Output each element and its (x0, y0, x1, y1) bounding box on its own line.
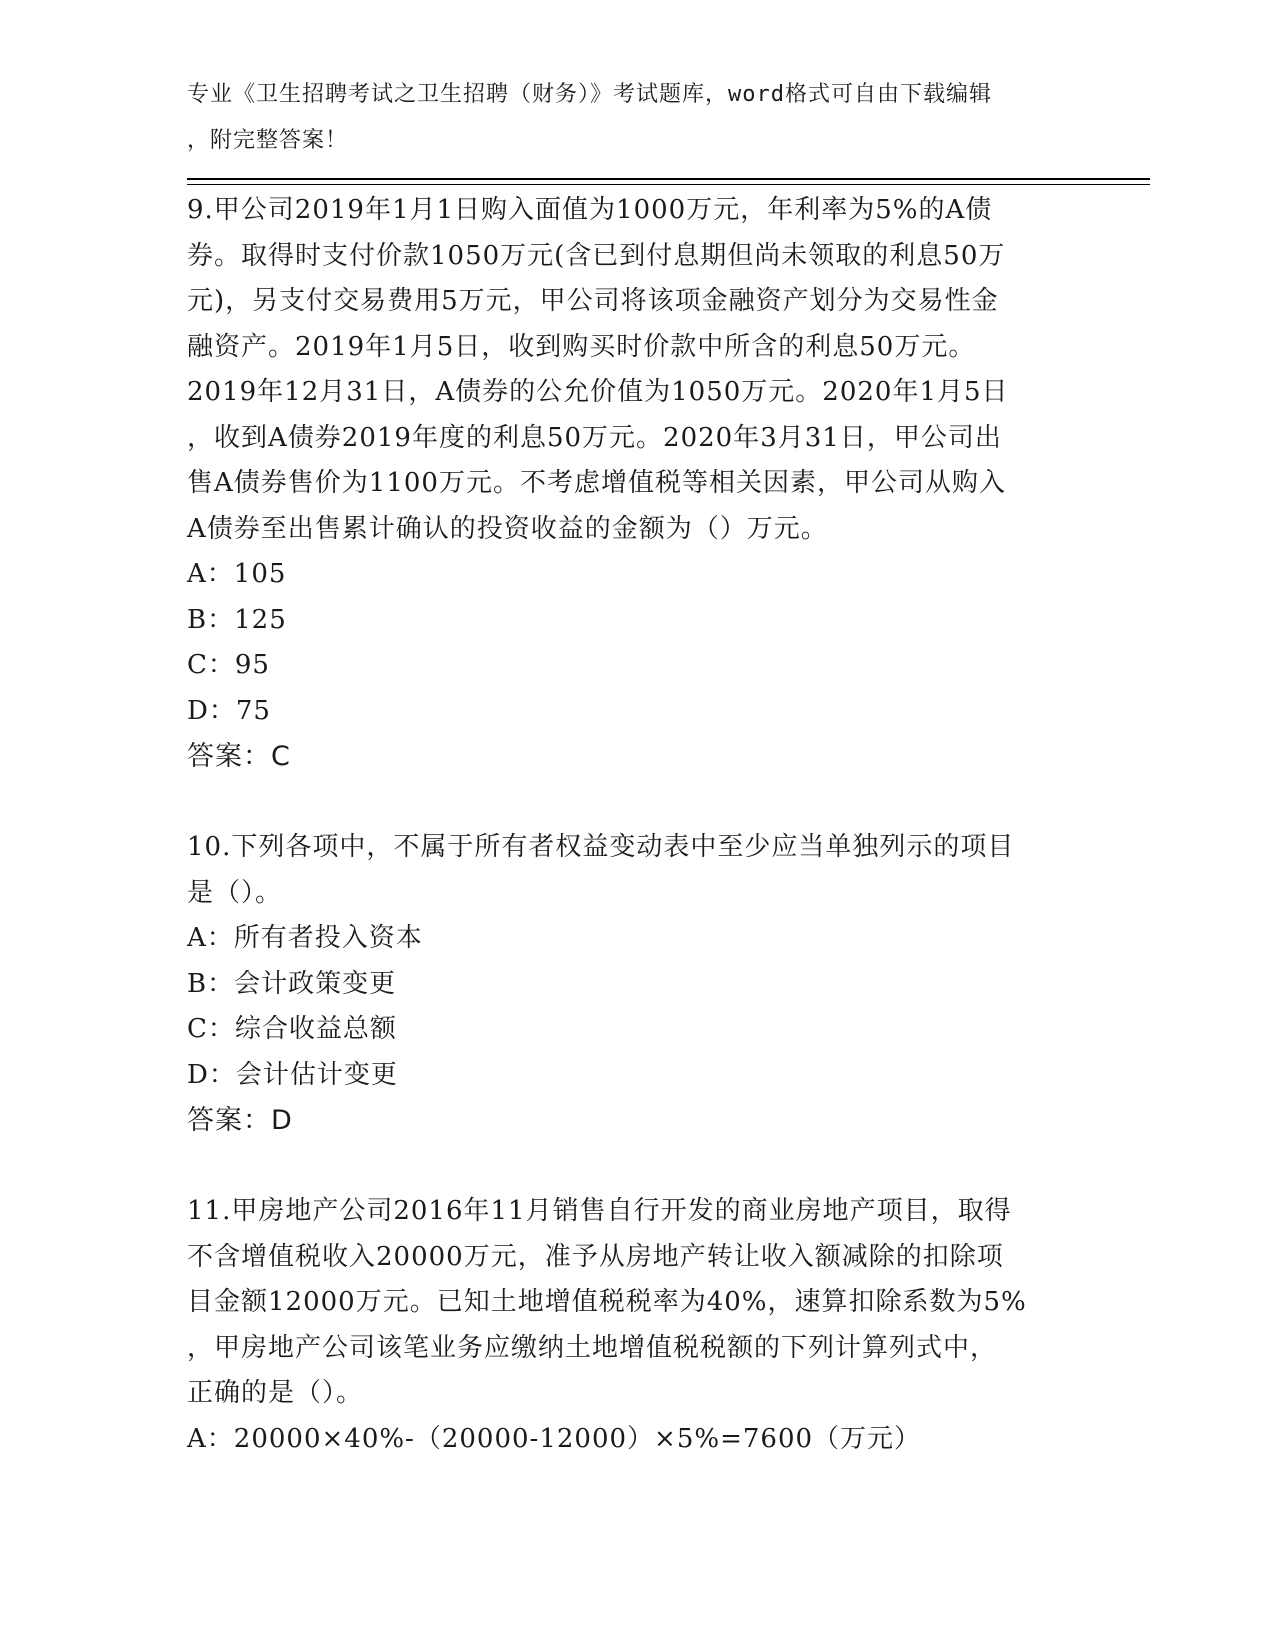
option-a: A：20000×40%-（20000-12000）×5%=7600（万元） (187, 1423, 922, 1454)
question-stem-line: A债券至出售累计确认的投资收益的金额为（）万元。 (187, 513, 828, 544)
question-stem-line: 融资产。2019年1月5日，收到购买时价款中所含的利息50万元。 (187, 331, 976, 362)
option-c: C：综合收益总额 (187, 1014, 397, 1044)
header-line: ，附完整答案！ (187, 127, 349, 153)
question-11 (187, 1189, 1087, 1462)
option-b: B：125 (187, 604, 287, 635)
question-stem-line: ，甲房地产公司该笔业务应缴纳土地增值税税额的下列计算列式中， (187, 1332, 998, 1363)
question-stem-line: 不含增值税收入20000万元，准予从房地产转让收入额减除的扣除项 (187, 1241, 1004, 1272)
answer-line: 答案：D (187, 1105, 293, 1136)
header-line: 专业《卫生招聘考试之卫生招聘（财务）》考试题库，word格式可自由下载编辑 (187, 82, 992, 107)
question-stem-line: 售A债券售价为1100万元。不考虑增值税等相关因素，甲公司从购入 (187, 468, 1006, 498)
option-d: D：75 (187, 695, 271, 726)
question-stem-line: 9.甲公司2019年1月1日购入面值为1000万元，年利率为5%的A债 (187, 195, 993, 225)
question-stem-line: 券。取得时支付价款1050万元(含已到付息期但尚未领取的利息50万 (187, 240, 1006, 271)
spacer (187, 780, 1087, 826)
header-rule-thin (187, 184, 1150, 185)
question-stem-line: 11.甲房地产公司2016年11月销售自行开发的商业房地产项目，取得 (187, 1196, 1012, 1226)
question-10 (187, 825, 1087, 1144)
answer-line: 答案：C (187, 741, 291, 772)
question-stem-line: ，收到A债券2019年度的利息50万元。2020年3月31日，甲公司出 (187, 422, 1002, 453)
option-c: C：95 (187, 650, 270, 680)
spacer (187, 1144, 1087, 1190)
page-header (187, 72, 1067, 163)
option-d: D：会计估计变更 (187, 1059, 398, 1090)
question-list (187, 188, 1087, 1462)
option-a: A：所有者投入资本 (187, 923, 423, 953)
question-9 (187, 188, 1087, 780)
option-b: B：会计政策变更 (187, 968, 397, 999)
question-stem-line: 元)，另支付交易费用5万元，甲公司将该项金融资产划分为交易性金 (187, 286, 999, 316)
option-a: A：105 (187, 559, 287, 589)
question-stem-line: 2019年12月31日，A债券的公允价值为1050万元。2020年1月5日 (187, 377, 1009, 407)
header-rule (187, 178, 1150, 180)
question-stem-line: 目金额12000万元。已知土地增值税税率为40%，速算扣除系数为5% (187, 1287, 1027, 1317)
question-stem-line: 正确的是（）。 (187, 1378, 364, 1408)
question-stem-line: 10.下列各项中，不属于所有者权益变动表中至少应当单独列示的项目 (187, 832, 1015, 862)
question-stem-line: 是（）。 (187, 877, 283, 908)
